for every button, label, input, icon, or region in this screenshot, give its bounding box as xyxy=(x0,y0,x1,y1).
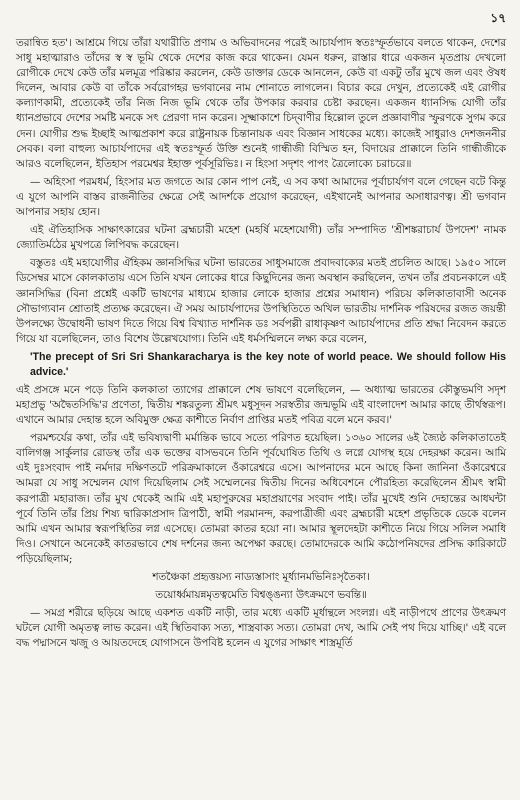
paragraph: পরমশ্চর্যের কথা, তাঁর এই ভবিষ্যদ্বাণী মর্মান্তিক ভাবে সত্যে পরিণত হয়েছিল। ১৩৬০ সালের ৬ই জ্যৈষ্ঠ কলিকাতাতেই বালিগঞ্জ সার্কুলার রোডস্থ তাঁর এক ভক্তের বাসভবনে তিনি পূর্বঘোষিত তিথি ও লগ্নে যোগস্থ হয়ে দেহরক্ষা করেন। আমি এই দুঃসংবাদ পাই নর্মদার দক্ষিণতটে পরিক্রমাকালে ওঁকারেশ্বরে এসে। আপনাদের মনে আছে কিনা জানিনা ওঁকারেশ্বরে আমরা যে সাধু সম্মেলন যোগ দিয়েছিলাম সেই সম্মেলনের দ্বিতীয় দিনের অধিবেশনে পৌরহিত্য করেছিলেন শ্রীমৎ স্বামী করপাত্রী মহারাজ। তাঁর মুখ থেকেই আমি এই মহাপুরুষের মহাপ্রয়াণের সংবাদ পাই। তাঁর মুখেই শুনি দেহান্তের আধঘন্টা পূর্বে তিনি তাঁর প্রিয় শিষ্য দ্বারিকাপ্রসাদ ত্রিপাঠী, স্বামী পরমানন্দ, করপাত্রীজী এবং ব্রহ্মচারী মহেশ প্রভৃতিকে ডেকে বলেন আমি এখন আমার স্বরূপস্থিতির লগ্ন এসেছে। তোমরা কাতর হয়ো না। আমার স্থূলদেহটা কাশীতে নিয়ে গিয়ে সলিল সমাধি দিও। সেখানে অনেকেই কাতরভাবে শেষ দর্শনের জন্য অপেক্ষা করছে। তোমাদেরকে আমি কঠোপনিষদের প্রসিদ্ধ কারিকাটে পড়িয়েছিলাম; xyxy=(16,432,506,565)
english-quote: 'The precept of Sri Sri Shankaracharya is the key note of world peace. We should follow His advice.' xyxy=(30,350,506,378)
verse-line: শতঞ্চৈকা প্রহৃত্তয়স্য নাড্যস্তাসাং মূর্ধ্যানমভিনিঃসৃতৈকা। xyxy=(152,571,370,583)
paragraph: এই প্রসঙ্গে মনে পড়ে তিনি কলকাতা ত্যাগের প্রাক্কালে শেষ ভাষণে বলেছিলেন, — অধ্যাত্ম ভারতের কৌস্তুভমণি সদৃশ মহাপ্রভু 'অদ্বৈতসিদ্ধি'র প্রণেতা, দ্বিতীয় শঙ্করতুল্য শ্রীমৎ মধুসূদন সরস্বতীর জন্মভূমি এই বাংলাদেশ আমার কাছে তীর্থস্বরূপ। এখানে আমার দেহান্ত হলে অবিমুক্ত ক্ষেত্র কাশীতে নির্বাণ প্রাপ্তির মতই পবিত্র বলে মনে করব।' xyxy=(16,383,506,427)
page-number: ১৭ xyxy=(490,11,506,25)
paragraph: এই ঐতিহাসিক সাক্ষাৎকারের ঘটনা ব্রহ্মচারী মহেশ (মহর্ষি মহেশযোগী) তাঁর সম্পাদিত 'শ্রীশঙ্করাচার্য উপদেশ' নামক জ্যোতির্মঠের মুখপত্রে লিপিবদ্ধ করেছেন। xyxy=(16,224,506,252)
paragraph: বস্তুতঃ এই মহাযোগীর ঐহিকম জ্ঞানসিদ্ধির ঘটনা ভারতের সাধুসমাজে প্রবাদবাক্যের মতই প্রচলিত আছে। ১৯৫০ সালে ডিসেম্বর মাসে কোলকাতায় এসে তিনি যখন লোকের ধারে কিছুদিনের জন্য অবস্থান করছিলেন, তখন তাঁর প্রবচনকালে এই জ্ঞানসিদ্ধির (বিনা প্রশ্নেই একটি ভাষণের মাধ্যমে হাজার লোকে হাজার প্রশ্নের সমাধান) পরিচয় কলিকাতাবাসী অনেক সৌভাগ্যবান শ্রোতাই প্রত্যক্ষ করেছেন। ঐ সময় আচার্যপাদের উপস্থিতিতে অখিল ভারতীয় দার্শনিক পরিষদের রজত জয়ন্তী উপলক্ষ্যে উদ্বোধনী ভাষণ দিতে গিয়ে বিশ্ব বিখ্যাত দার্শনিক ডঃ সর্বপল্লী রাধাকৃষ্ণণ আচার্যপাদের প্রতি শ্রদ্ধা নিবেদন করতে গিয়ে যা বলেছিলেন, তাও বিশেষ উল্লেখযোগ্য। তিনি এই ধর্মসম্মিলনে লক্ষ্য করে বলেন, xyxy=(16,257,506,345)
verse-line: তয়োর্ধ্বমায়ন্নমৃতত্বমেতি বিশ্বঙ্ঙন্যা উৎক্রমণে ভবন্তি॥ xyxy=(155,589,367,602)
page-body xyxy=(16,36,506,651)
paragraph: তরান্বিত হত'। আশ্রমে গিয়ে তাঁরা যথারীতি প্রণাম ও অভিবাদনের পরেই আচার্যপাদ স্বতঃস্ফূর্তভাবে বলতে থাকেন, দেশের সাধু মহাত্মারাও তাঁদের স্ব স্ব ভূমি থেকে দেশের কাজ করে থাকেন। যেমন ধরুন, রাস্তার ধারে একজন মৃতপ্রায় দেখলো রোগীকে দেখে কেউ তাঁর মলমূত্র পরিষ্কার করলেন, কেউ ডাক্তার ডেকে আনলেন, কেউ বা একটু তাঁর মুখে জল এবং ঔষধ দিলেন, আবার কেউ বা তাঁকে সর্বরোগহর ভগবানের নাম শোনাতে লাগলেন। বিচার করে দেখুন, প্রত্যেকেই এই রোগীর কল্যাণকামী, প্রত্যেকেই তাঁর নিজ নিজ ভূমি থেকে তাঁর উপকার করবার চেষ্টা করছেন। একজন ধ্যানসিদ্ধ যোগী তাঁর ধ্যানপ্রভাবে দেশের সমষ্টি মনকে সৎ প্রেরণা দান করেন। সূক্ষ্মাকাশে চিদ্‌বাণীর হিল্লোল তুলে প্রজ্ঞাবাণীর স্ফুরণকে সুগম করে দেন। যোগীর শুদ্ধ ইচ্ছাই আত্মপ্রকাশ করে রাষ্ট্রনায়ক চিন্তানায়ক এবং বিজ্ঞান সাধকের মধ্যে। কাজেই সাধুরাও দেশজননীর সেবক। বলা বাহুল্য আচার্যপাদের এই স্বতঃস্ফূর্ত উক্তি শুনেই গান্ধীজী বিস্মিত হন, বিদায়ের প্রাক্কালে তিনি গান্ধীজীকে আরও বলেছিলেন, ইতিহাস পরমেশ্বর ইহাক্ত পূর্বসূরিভিঃ। ন হিংসা সদৃশং পাপং ত্রৈলোক্যে চরাচরে॥ xyxy=(16,37,506,170)
paragraph: — অহিংসা পরমধর্ম, হিংসার মত জগতে আর কোন পাপ নেই, এ সব কথা আমাদের পূর্বাচার্যগণ বলে গেছেন বটে কিন্তু এ যুগে আপনি বাস্তব রাজনীতির ক্ষেত্রে সেই আদর্শকে প্রয়োগ করেছেন, এইখানেই আপনার অসাধারণত্ব। শ্রী ভগবান আপনার সহায় হোন। xyxy=(16,175,506,219)
paragraph: — সমগ্র শরীরে ছড়িয়ে আছে একশত একটি নাড়ী, তার মধ্যে একটি মূর্ধান্থলে সংলগ্ন। এই নাড়ীপথে প্রাণের উৎক্রমণ ঘটলে যোগী অমৃতত্ব লাভ করেন। এই স্থিতিবাক্য সত্য, শাস্ত্রবাক্য সত্য। তোমরা দেখ, আমি সেই পথ দিয়ে যাচ্ছি।' এই বলে বদ্ধ পদ্মাসনে ঋজু ও আয়তদেহে যোগাসনে উপবিষ্ট হলেন এ যুগের সাক্ষাৎ শাস্ত্রমূর্তি xyxy=(16,607,506,650)
